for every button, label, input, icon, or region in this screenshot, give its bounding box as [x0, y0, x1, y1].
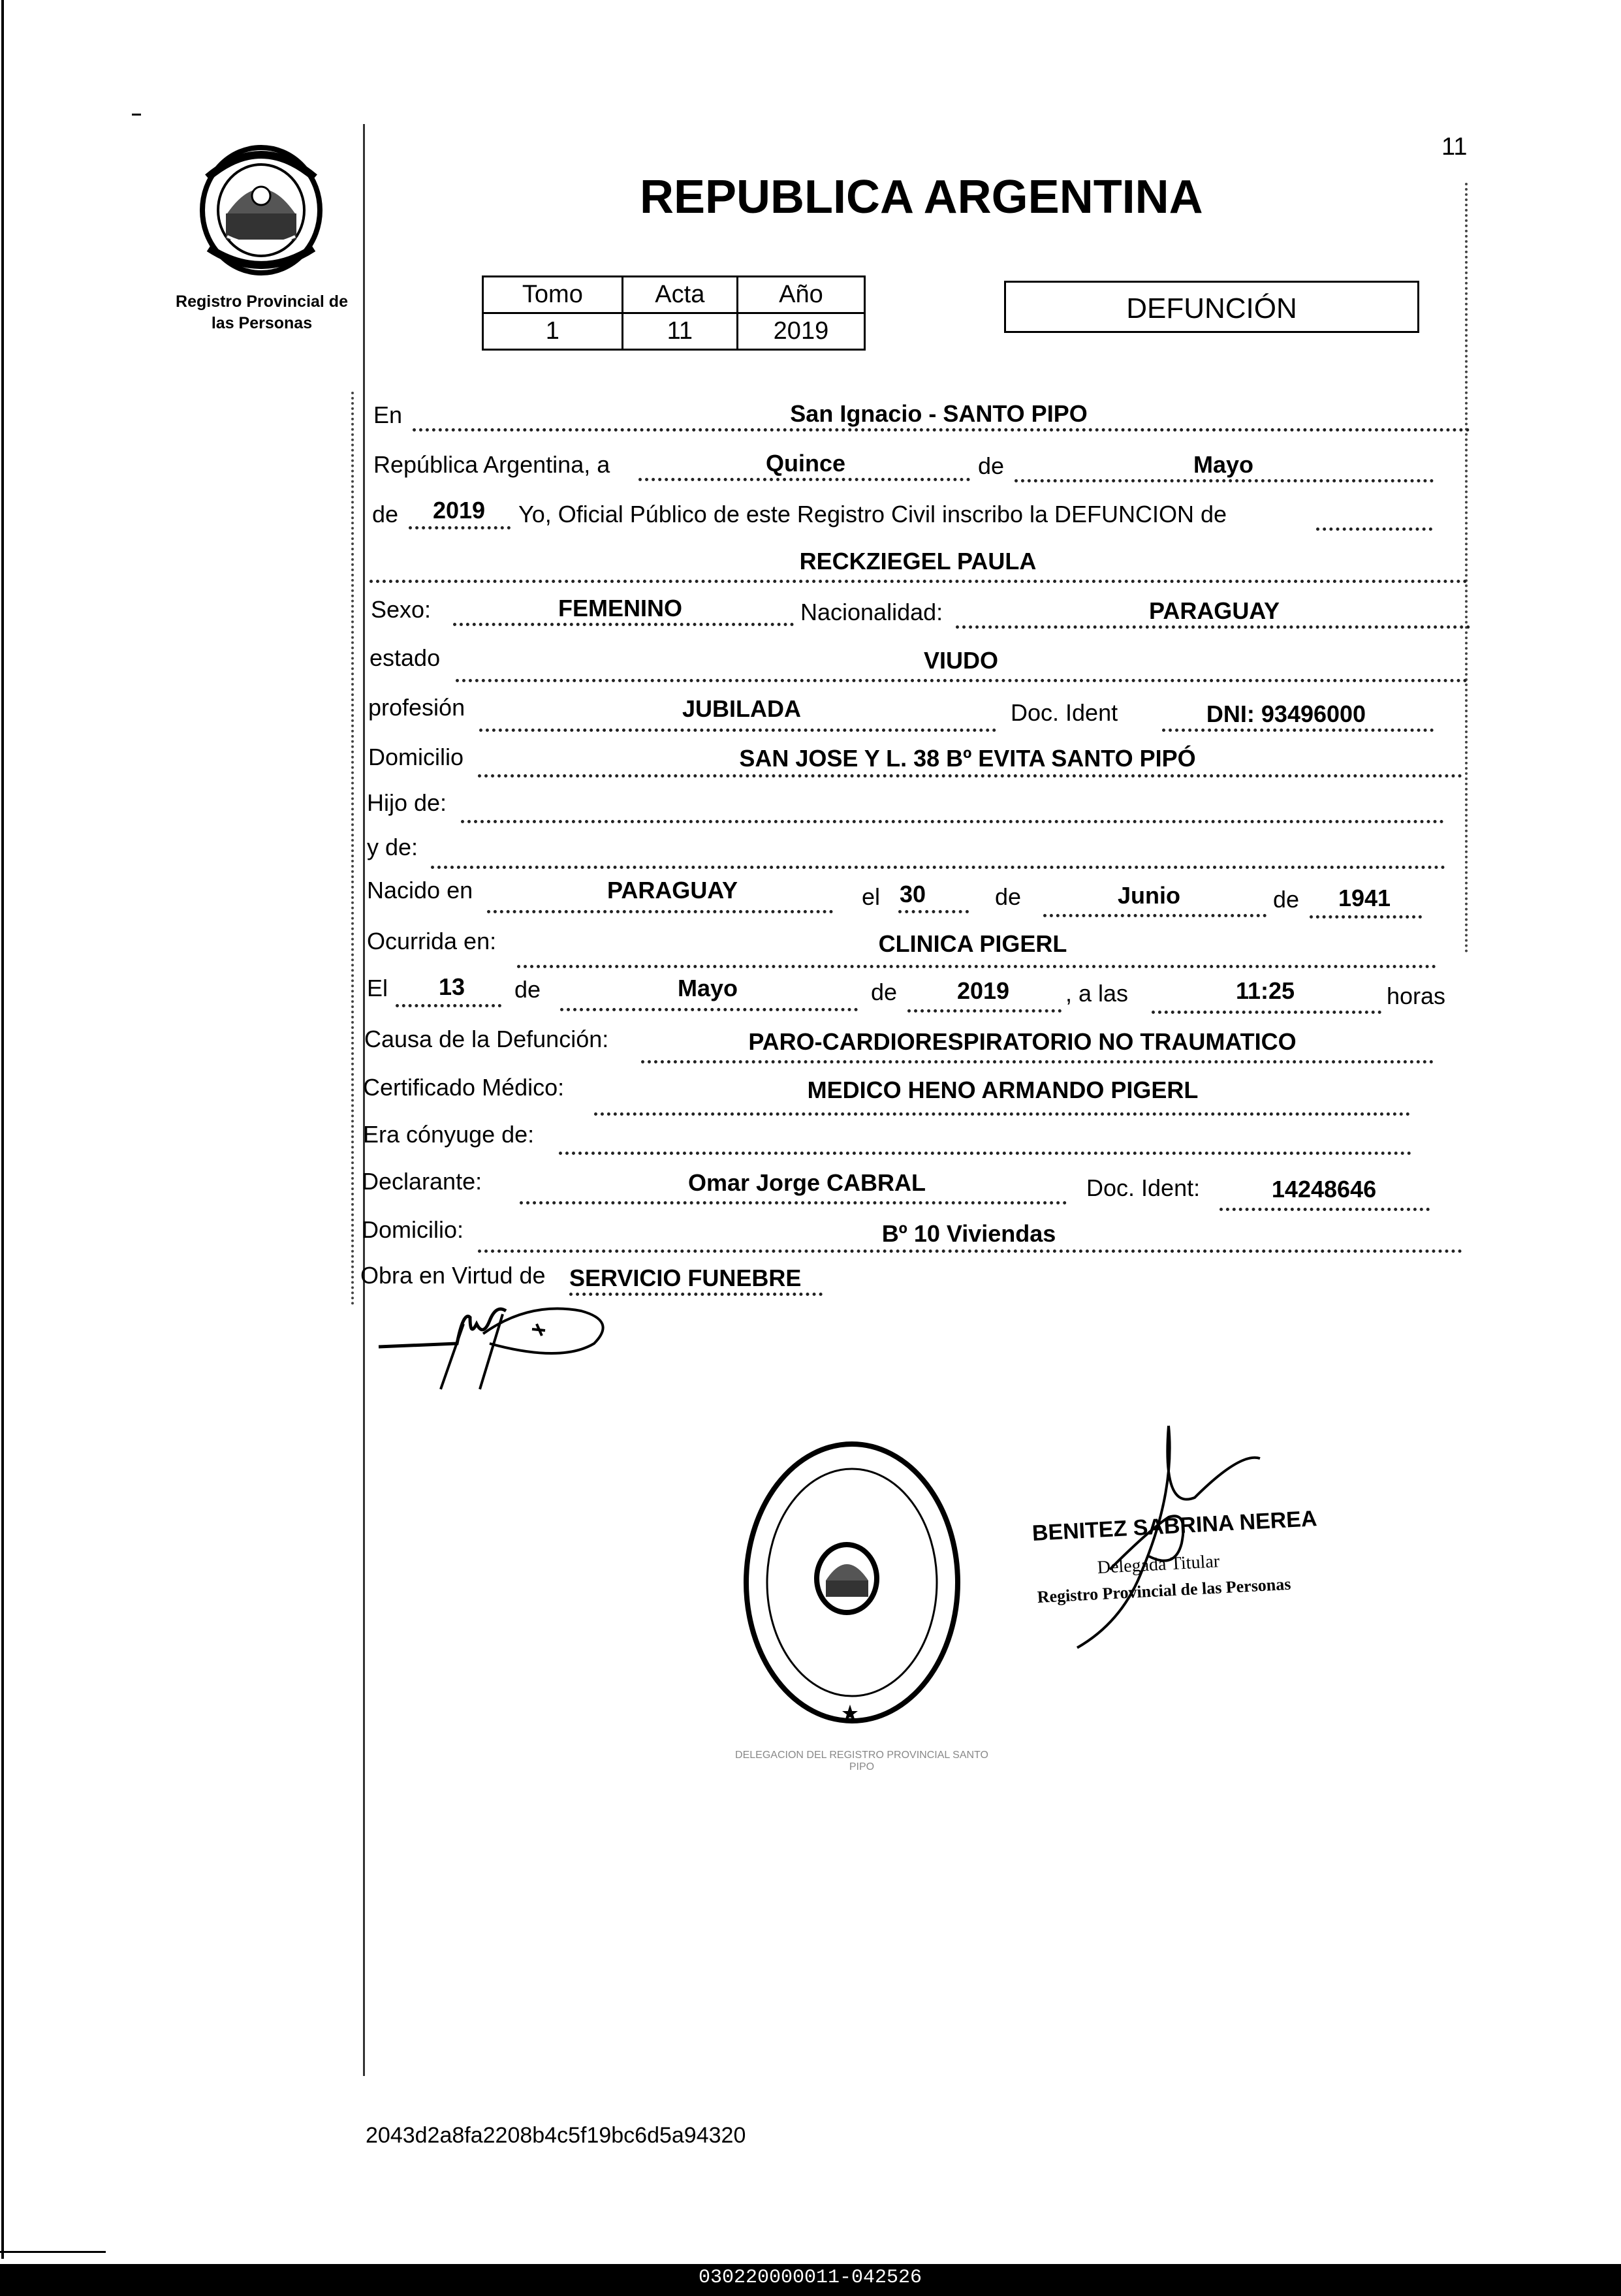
table-value-acta: 11	[622, 313, 737, 350]
label-certificado: Certificado Médico:	[363, 1074, 565, 1101]
official-name: BENITEZ SABRINA NEREA	[1031, 1506, 1318, 1546]
label-doc-ident-declarante: Doc. Ident:	[1086, 1174, 1201, 1201]
field-obra: SERVICIO FUNEBRE	[569, 1265, 802, 1291]
inscribo-text: Yo, Oficial Público de este Registro Civil inscribo la DEFUNCION de	[518, 501, 1227, 527]
label-y-de: y de:	[367, 834, 418, 860]
field-estado: VIUDO	[923, 647, 999, 674]
dotted-line	[479, 729, 996, 732]
dotted-line	[478, 774, 1462, 778]
dotted-line	[559, 1152, 1411, 1155]
field-sexo: FEMENINO	[558, 595, 683, 621]
label-republica: República Argentina, a	[373, 451, 610, 478]
field-profesion: JUBILADA	[682, 695, 802, 722]
label-de: de	[871, 979, 898, 1005]
dotted-line	[461, 820, 1444, 823]
dotted-line	[370, 580, 1468, 583]
field-causa: PARO-CARDIORESPIRATORIO NO TRAUMATICO	[748, 1028, 1297, 1055]
dotted-line	[1152, 1011, 1381, 1014]
label-de: de	[995, 883, 1022, 910]
dotted-line	[396, 1004, 501, 1007]
field-birth-day: 30	[900, 881, 926, 907]
label-obra: Obra en Virtud de	[360, 1262, 546, 1289]
dotted-line	[641, 1060, 1434, 1063]
table-header-tomo: Tomo	[483, 277, 623, 313]
field-certificado: MEDICO HENO ARMANDO PIGERL	[807, 1077, 1199, 1103]
field-birth-year: 1941	[1338, 885, 1391, 911]
dotted-line	[907, 1009, 1062, 1013]
label-nacido-en: Nacido en	[367, 877, 473, 904]
dotted-line	[520, 1201, 1067, 1204]
field-nacido-en: PARAGUAY	[606, 877, 738, 904]
page-left-edge	[1, 0, 4, 2259]
label-profesion: profesión	[368, 694, 465, 721]
field-month: Mayo	[1193, 451, 1254, 478]
table-header-anio: Año	[737, 277, 864, 313]
dotted-line	[456, 679, 1468, 682]
label-conyuge: Era cónyuge de:	[363, 1121, 535, 1148]
dotted-line	[431, 866, 1445, 869]
field-death-month: Mayo	[677, 975, 738, 1001]
dotted-line	[1310, 915, 1422, 919]
label-el: el	[862, 883, 881, 910]
field-declarante-domicilio: Bº 10 Viviendas	[881, 1220, 1056, 1247]
official-registry: Registro Provincial de las Personas	[1037, 1574, 1292, 1607]
label-domicilio: Domicilio	[368, 744, 464, 770]
field-ocurrida-en: CLINICA PIGERL	[878, 930, 1067, 957]
declarant-signature	[366, 1298, 614, 1396]
right-dotted-rule	[1465, 183, 1468, 953]
dotted-line	[1015, 479, 1434, 482]
dotted-line	[898, 910, 969, 913]
barcode-text: 030220000011-042526	[699, 2267, 922, 2289]
document-type-box: DEFUNCIÓN	[1004, 281, 1419, 333]
dotted-line	[638, 478, 970, 481]
label-doc-ident: Doc. Ident	[1011, 699, 1118, 726]
label-ocurrida-en: Ocurrida en:	[367, 928, 497, 954]
field-day-words: Quince	[765, 450, 846, 477]
label-de: de	[514, 976, 541, 1003]
dotted-line	[517, 965, 1436, 968]
label-de: de	[372, 501, 399, 527]
footer-rule	[0, 2251, 106, 2253]
official-role: Delegada Titular	[1097, 1551, 1220, 1578]
table-value-anio: 2019	[737, 313, 864, 350]
field-year: 2019	[432, 497, 486, 524]
field-deceased-name: RECKZIEGEL PAULA	[799, 548, 1037, 574]
left-dotted-rule	[351, 392, 354, 1306]
corner-dash	[132, 114, 141, 116]
label-el-day: El	[367, 975, 388, 1001]
label-declarante: Declarante:	[362, 1168, 482, 1195]
official-seal	[738, 1434, 973, 1734]
label-nacionalidad: Nacionalidad:	[800, 599, 943, 625]
document-hash: 2043d2a8fa2208b4c5f19bc6d5a94320	[366, 2123, 746, 2148]
dotted-line	[569, 1293, 823, 1296]
field-doc-ident: DNI: 93496000	[1206, 700, 1366, 727]
field-death-year: 2019	[956, 977, 1010, 1004]
label-domicilio-declarante: Domicilio:	[362, 1216, 464, 1243]
label-sexo: Sexo:	[371, 596, 432, 623]
field-place: San Ignacio - SANTO PIPO	[790, 400, 1088, 427]
label-en: En	[373, 401, 403, 428]
dotted-line	[478, 1250, 1462, 1253]
label-hijo-de: Hijo de:	[367, 789, 447, 816]
label-horas: horas	[1387, 983, 1446, 1009]
dotted-line	[409, 526, 511, 529]
label-causa: Causa de la Defunción:	[364, 1026, 609, 1052]
field-birth-month: Junio	[1118, 882, 1180, 909]
dotted-line	[1316, 527, 1432, 531]
province-emblem	[195, 138, 328, 275]
page-number: 11	[1441, 133, 1468, 161]
table-header-acta: Acta	[622, 277, 737, 313]
label-a-las: , a las	[1065, 980, 1129, 1007]
dotted-line	[1162, 729, 1434, 732]
dotted-line	[1220, 1208, 1430, 1211]
volume-table	[482, 275, 866, 351]
dotted-line	[453, 623, 794, 626]
seal-text: DELEGACION DEL REGISTRO PROVINCIAL SANTO PIPO	[735, 1750, 988, 1772]
table-value-tomo: 1	[483, 313, 623, 350]
dotted-line	[956, 625, 1470, 629]
registry-name: Registro Provincial de las Personas	[176, 292, 348, 332]
dotted-line	[594, 1112, 1410, 1116]
field-declarante: Omar Jorge CABRAL	[687, 1169, 926, 1196]
field-death-day: 13	[438, 973, 465, 1000]
dotted-line	[560, 1008, 858, 1011]
label-de: de	[1273, 886, 1300, 913]
dotted-line	[487, 910, 833, 913]
page-title: REPUBLICA ARGENTINA	[640, 171, 1203, 223]
dotted-line	[1043, 914, 1267, 917]
field-declarante-doc: 14248646	[1271, 1176, 1377, 1203]
label-estado: estado	[370, 644, 441, 671]
label-de: de	[978, 452, 1005, 479]
dotted-line	[413, 428, 1470, 432]
field-domicilio: SAN JOSE Y L. 38 Bº EVITA SANTO PIPÓ	[739, 745, 1196, 772]
field-nacionalidad: PARAGUAY	[1148, 597, 1280, 624]
field-death-time: 11:25	[1235, 977, 1295, 1004]
